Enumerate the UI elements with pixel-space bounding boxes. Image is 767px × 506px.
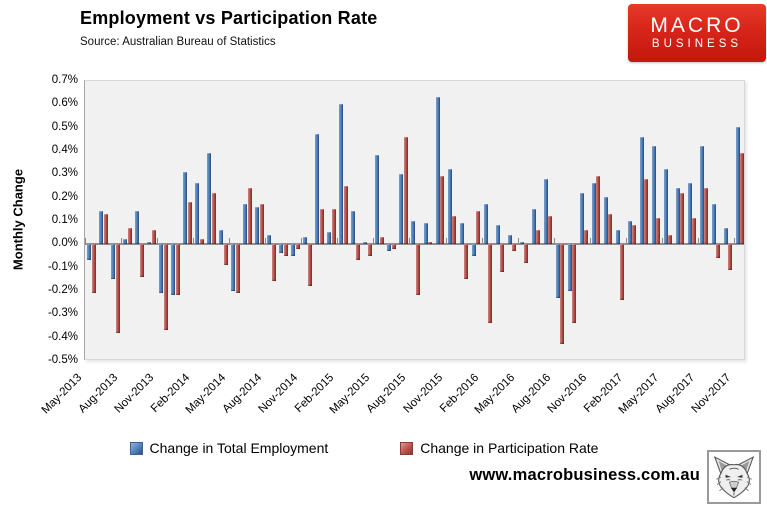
bar-participation-rate-Nov-2015 [452, 216, 456, 244]
bar-total-employment-Jul-2016 [544, 179, 548, 244]
macrobusiness-logo [628, 4, 766, 62]
bar-participation-rate-Oct-2016 [584, 230, 588, 244]
y-axis-label: -0.2% [47, 284, 78, 296]
bar-total-employment-May-2015 [375, 155, 379, 244]
x-axis-label: Feb-2017 [581, 371, 626, 416]
bar-total-employment-Mar-2017 [640, 137, 644, 244]
x-axis-label: May-2017 [616, 371, 662, 417]
bar-total-employment-Aug-2013 [123, 239, 127, 244]
bar-participation-rate-Nov-2016 [596, 176, 600, 244]
bar-total-employment-Jun-2016 [532, 209, 536, 244]
bar-total-employment-May-2016 [520, 242, 524, 244]
bar-total-employment-Feb-2016 [484, 204, 488, 244]
bar-participation-rate-Dec-2015 [464, 244, 468, 279]
bar-total-employment-Dec-2016 [604, 197, 608, 244]
bar-total-employment-Mar-2014 [207, 153, 211, 244]
bar-participation-rate-Aug-2015 [416, 244, 420, 295]
y-axis-label: 0.7% [51, 74, 78, 86]
x-axis-label: Nov-2013 [112, 371, 157, 416]
bar-total-employment-Dec-2015 [460, 223, 464, 244]
bar-participation-rate-Dec-2013 [176, 244, 180, 295]
bar-participation-rate-Mar-2014 [212, 193, 216, 244]
bar-total-employment-Nov-2013 [159, 244, 163, 293]
x-axis-label: Nov-2017 [689, 371, 734, 416]
bar-participation-rate-Jul-2015 [404, 137, 408, 244]
x-axis-label: Aug-2015 [364, 371, 409, 416]
bar-total-employment-May-2013 [87, 244, 91, 260]
bar-participation-rate-Sep-2015 [428, 242, 432, 244]
bar-participation-rate-Aug-2013 [128, 228, 132, 244]
y-axis-label: 0.6% [51, 97, 78, 110]
bar-participation-rate-Jun-2016 [536, 230, 540, 244]
bar-total-employment-Jul-2014 [255, 207, 259, 244]
bar-participation-rate-Jun-2017 [680, 193, 684, 244]
y-axis-label: -0.1% [47, 260, 78, 273]
bar-participation-rate-Mar-2015 [356, 244, 360, 260]
x-axis-label: Aug-2017 [653, 371, 698, 416]
bar-participation-rate-May-2015 [380, 237, 384, 244]
bar-participation-rate-Mar-2017 [644, 179, 648, 244]
y-axis-title: Monthly Change [10, 168, 26, 271]
bar-total-employment-Feb-2014 [195, 183, 199, 244]
bar-total-employment-Apr-2015 [363, 242, 367, 244]
bar-total-employment-Sep-2013 [135, 211, 139, 244]
x-axis-label: Nov-2014 [256, 371, 301, 416]
page-title: Employment vs Participation Rate [80, 8, 378, 28]
bar-participation-rate-Aug-2014 [272, 244, 276, 281]
bar-participation-rate-Jun-2014 [248, 188, 252, 244]
bar-participation-rate-Dec-2016 [608, 214, 612, 244]
x-axis-label: May-2016 [472, 371, 517, 417]
bar-participation-rate-Feb-2014 [200, 239, 204, 244]
bar-participation-rate-Sep-2013 [140, 244, 144, 277]
bar-total-employment-Aug-2016 [556, 244, 560, 298]
bar-participation-rate-Sep-2014 [284, 244, 288, 256]
x-axis-label: Feb-2015 [293, 371, 337, 416]
bar-total-employment-Oct-2017 [724, 228, 728, 244]
bar-total-employment-May-2017 [664, 169, 668, 244]
logo-business-text: BUSINESS [651, 38, 743, 50]
bar-participation-rate-Dec-2014 [320, 209, 324, 244]
bar-total-employment-Dec-2014 [315, 134, 319, 244]
bar-participation-rate-Oct-2014 [296, 244, 300, 249]
x-axis-label: Feb-2014 [149, 371, 193, 416]
legend-label-participation: Change in Participation Rate [420, 440, 599, 456]
y-axis-label: 0.2% [51, 190, 78, 203]
bar-total-employment-Aug-2015 [411, 221, 415, 244]
bar-participation-rate-Feb-2017 [632, 225, 636, 244]
bar-participation-rate-Jul-2013 [116, 244, 120, 333]
bar-participation-rate-Apr-2017 [656, 218, 660, 244]
bar-total-employment-Jul-2013 [111, 244, 115, 279]
wolf-logo-icon [711, 454, 757, 500]
bar-participation-rate-Oct-2015 [440, 176, 444, 244]
legend-label-employment: Change in Total Employment [149, 440, 329, 456]
bar-total-employment-Jul-2015 [399, 174, 403, 244]
bar-participation-rate-Sep-2017 [716, 244, 720, 258]
bar-total-employment-Sep-2014 [279, 244, 283, 253]
source-line: Source: Australian Bureau of Statistics [80, 36, 276, 48]
bar-total-employment-Jul-2017 [688, 183, 692, 244]
legend [84, 440, 644, 456]
bar-participation-rate-Jul-2016 [548, 216, 552, 244]
employment-swatch-icon [130, 442, 143, 455]
bar-total-employment-Jun-2014 [243, 204, 247, 244]
plot-area [84, 80, 745, 360]
x-axis-label: Aug-2014 [220, 371, 265, 416]
bar-total-employment-Oct-2015 [436, 97, 440, 244]
bar-total-employment-Mar-2016 [496, 225, 500, 244]
bar-participation-rate-Jan-2014 [188, 202, 192, 244]
bar-total-employment-Nov-2016 [592, 183, 596, 244]
y-axis-label: -0.3% [47, 307, 78, 320]
bar-total-employment-Oct-2014 [291, 244, 295, 256]
bar-total-employment-Nov-2014 [303, 237, 307, 244]
bar-total-employment-Jan-2014 [183, 172, 187, 244]
logo-macro-text: MACRO [650, 14, 744, 37]
bar-participation-rate-Apr-2016 [512, 244, 516, 251]
bar-participation-rate-Apr-2014 [224, 244, 228, 265]
bar-total-employment-Jan-2016 [472, 244, 476, 256]
bar-total-employment-Apr-2014 [219, 230, 223, 244]
x-axis-label: May-2015 [328, 371, 373, 417]
bar-total-employment-Oct-2013 [147, 242, 151, 244]
bar-total-employment-Apr-2017 [652, 146, 656, 244]
x-axis-label: Nov-2016 [545, 371, 589, 416]
bar-participation-rate-Jul-2014 [260, 204, 264, 244]
bar-total-employment-Jan-2015 [327, 232, 331, 244]
bar-total-employment-Nov-2017 [736, 127, 740, 244]
y-axis-label: 0.4% [51, 144, 78, 156]
bar-total-employment-Sep-2015 [424, 223, 428, 244]
x-axis-label: Aug-2013 [76, 371, 121, 416]
x-axis-label: Nov-2015 [401, 371, 445, 416]
bar-total-employment-May-2014 [231, 244, 235, 291]
bar-total-employment-Sep-2016 [568, 244, 572, 291]
y-axis-label: 0.5% [51, 120, 78, 133]
bar-participation-rate-Oct-2013 [152, 230, 156, 244]
legend-item-participation [400, 440, 598, 456]
y-axis-label: 0.0% [51, 237, 78, 250]
bar-total-employment-Jun-2017 [676, 188, 680, 244]
bar-total-employment-Oct-2016 [580, 193, 584, 244]
bar-total-employment-Mar-2015 [351, 211, 355, 244]
bar-participation-rate-Jan-2015 [332, 209, 336, 244]
bar-participation-rate-Apr-2015 [368, 244, 372, 256]
bar-participation-rate-Jan-2016 [476, 211, 480, 244]
bar-total-employment-Jan-2017 [616, 230, 620, 244]
bar-participation-rate-Nov-2013 [164, 244, 168, 330]
bar-total-employment-Sep-2017 [712, 204, 716, 244]
bar-participation-rate-Jul-2017 [692, 218, 696, 244]
y-axis-label: -0.5% [47, 354, 78, 366]
legend-item-employment [130, 440, 329, 456]
bar-participation-rate-Nov-2014 [308, 244, 312, 286]
bar-participation-rate-Nov-2017 [740, 153, 744, 244]
bar-total-employment-Dec-2013 [171, 244, 175, 295]
y-axis-label: 0.3% [51, 167, 78, 180]
bar-total-employment-Aug-2017 [700, 146, 704, 244]
bar-total-employment-Feb-2017 [628, 221, 632, 244]
x-axis-label: May-2013 [39, 371, 85, 417]
wolf-logo [707, 450, 761, 504]
bar-total-employment-Aug-2014 [267, 235, 271, 244]
bar-total-employment-Feb-2015 [339, 104, 343, 244]
bar-participation-rate-Aug-2016 [560, 244, 564, 344]
bar-total-employment-Nov-2015 [448, 169, 452, 244]
bar-participation-rate-Jun-2015 [392, 244, 396, 249]
bar-total-employment-Apr-2016 [508, 235, 512, 244]
bar-participation-rate-Oct-2017 [728, 244, 732, 270]
footer-url: www.macrobusiness.com.au [469, 466, 700, 484]
bar-participation-rate-May-2014 [236, 244, 240, 293]
bar-participation-rate-May-2013 [92, 244, 96, 293]
bar-participation-rate-Jan-2017 [620, 244, 624, 300]
bar-participation-rate-May-2017 [668, 235, 672, 244]
bar-participation-rate-Feb-2016 [488, 244, 492, 323]
bar-participation-rate-May-2016 [524, 244, 528, 263]
bar-participation-rate-Feb-2015 [344, 186, 348, 244]
y-axis-label: -0.4% [47, 330, 78, 343]
x-axis-label: May-2014 [183, 371, 229, 417]
y-axis-label: 0.1% [51, 214, 78, 226]
bar-participation-rate-Mar-2016 [500, 244, 504, 272]
bar-participation-rate-Aug-2017 [704, 188, 708, 244]
participation-swatch-icon [400, 442, 413, 455]
x-axis-label: Aug-2016 [509, 371, 553, 416]
bar-participation-rate-Sep-2016 [572, 244, 576, 323]
x-axis-label: Feb-2016 [437, 371, 481, 416]
bar-total-employment-Jun-2015 [387, 244, 391, 251]
bar-participation-rate-Jun-2013 [104, 214, 108, 244]
bar-total-employment-Jun-2013 [99, 211, 103, 244]
